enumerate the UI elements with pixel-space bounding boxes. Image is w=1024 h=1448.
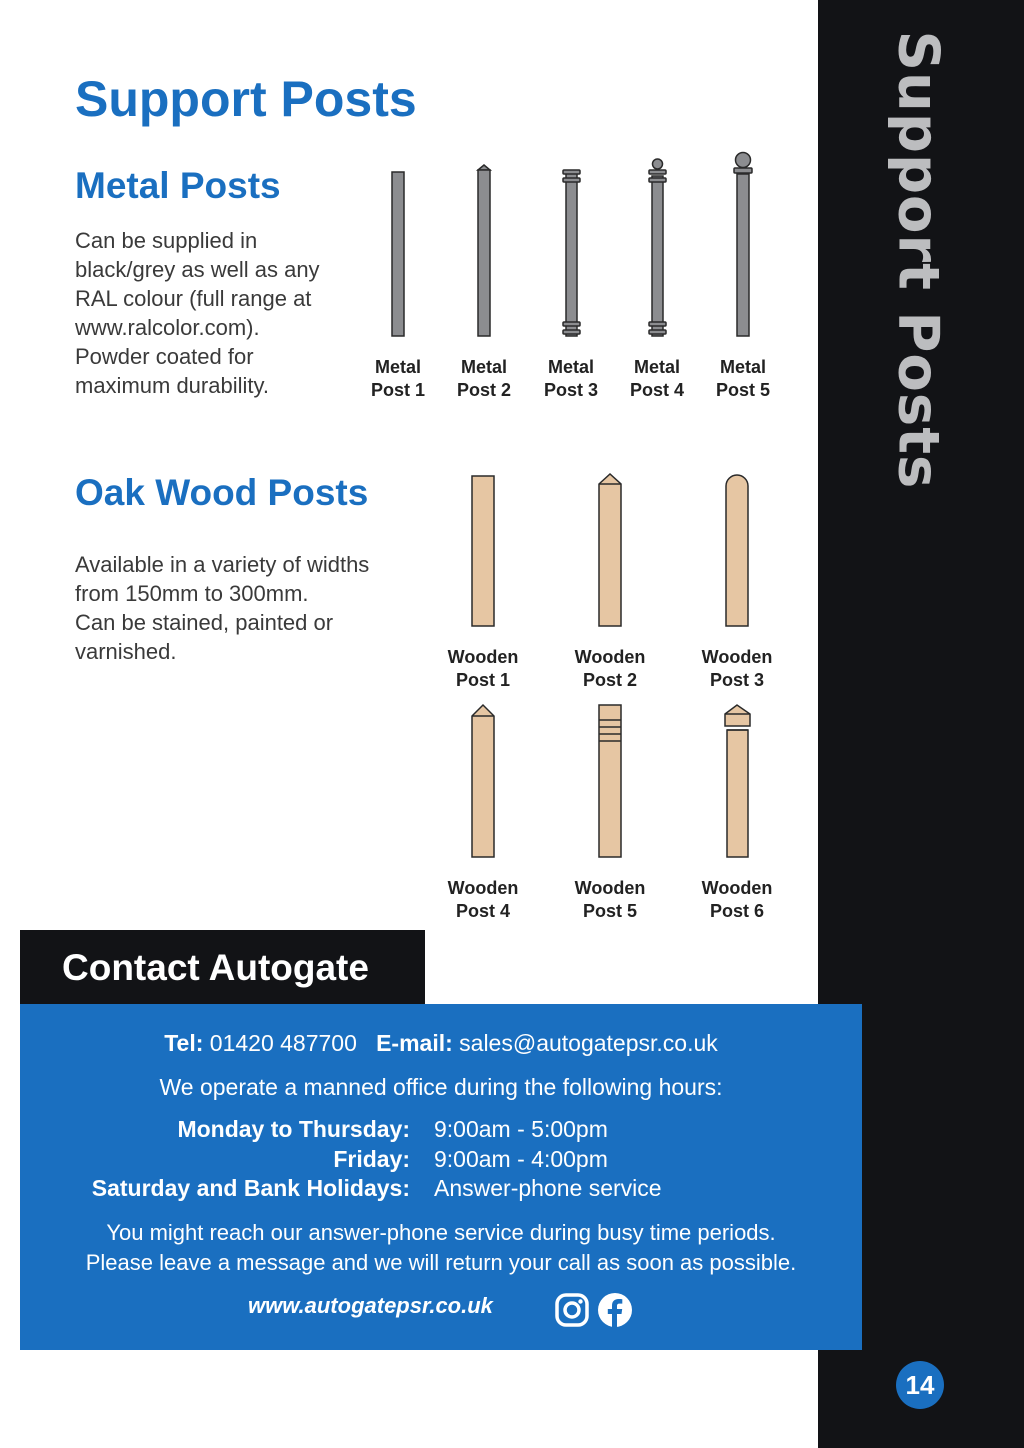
wooden-post-label: Wooden Post 2: [574, 647, 646, 690]
metal-posts-title: Metal Posts: [75, 165, 281, 206]
answer-phone-note: You might reach our answer-phone service during busy time periods. Please leave a message and we will return your call as soon as possible.: [85, 1220, 797, 1275]
contact-panel: [20, 1004, 862, 1350]
instagram-icon[interactable]: [554, 1292, 590, 1328]
opening-hours: [20, 1115, 862, 1204]
email-address[interactable]: sales@autogatepsr.co.uk: [459, 1030, 718, 1056]
metal-post-2-illustration: [478, 165, 490, 336]
hours-row: Saturday and Bank Holidays: Answer-phone service: [91, 1175, 662, 1201]
wooden-post-6-illustration: [725, 705, 750, 857]
phone-number[interactable]: 01420 487700: [209, 1030, 357, 1056]
wood-posts-title: Oak Wood Posts: [75, 472, 369, 513]
wooden-post-label: Wooden Post 1: [447, 647, 519, 690]
page-number: 14: [896, 1361, 944, 1409]
hours-row: Monday to Thursday: 9:00am - 5:00pm: [177, 1116, 608, 1142]
contact-details: Tel: 01420 487700 E-mail: sales@autogatepsr.co.uk: [164, 1030, 718, 1056]
hours-row: Friday: 9:00am - 4:00pm: [333, 1145, 608, 1172]
metal-post-label: Metal Post 4: [629, 357, 685, 400]
metal-post-4-illustration: [649, 159, 666, 336]
wooden-post-4-illustration: [472, 705, 494, 857]
wooden-post-label: Wooden Post 3: [701, 647, 773, 690]
metal-post-5-illustration: [734, 153, 752, 337]
wooden-post-label: Wooden Post 5: [574, 878, 646, 921]
metal-post-label: Metal Post 5: [715, 357, 771, 400]
metal-post-label: Metal Post 2: [456, 357, 512, 400]
metal-post-1-illustration: [392, 172, 404, 336]
wooden-post-3-illustration: [726, 475, 748, 626]
metal-post-illustrations: [392, 153, 752, 337]
wood-posts-description: Available in a variety of widths from 150mm to 300mm. Can be stained, painted or varnished.: [75, 552, 370, 664]
hours-intro: We operate a manned office during the following hours:: [159, 1074, 723, 1100]
contact-header: [20, 930, 425, 1004]
wooden-post-5-illustration: [599, 705, 621, 857]
metal-posts-description: Can be supplied in black/grey as well as any RAL colour (full range at www.ralcolor.com). Powder coated for maximum durability.: [75, 228, 320, 398]
page-title: Support Posts: [75, 71, 417, 127]
contact-title: Contact Autogate: [62, 947, 369, 988]
wooden-post-label: Wooden Post 6: [701, 878, 773, 921]
wooden-post-label: Wooden Post 4: [447, 878, 519, 921]
metal-post-label: Metal Post 1: [370, 357, 426, 400]
website-link[interactable]: www.autogatepsr.co.uk: [248, 1293, 493, 1318]
facebook-icon[interactable]: [597, 1292, 633, 1328]
wooden-post-1-illustration: [472, 476, 494, 626]
wooden-post-2-illustration: [599, 474, 621, 626]
metal-post-3-illustration: [563, 170, 580, 336]
metal-post-label: Metal Post 3: [543, 357, 599, 400]
side-title: Support Posts: [885, 30, 951, 490]
